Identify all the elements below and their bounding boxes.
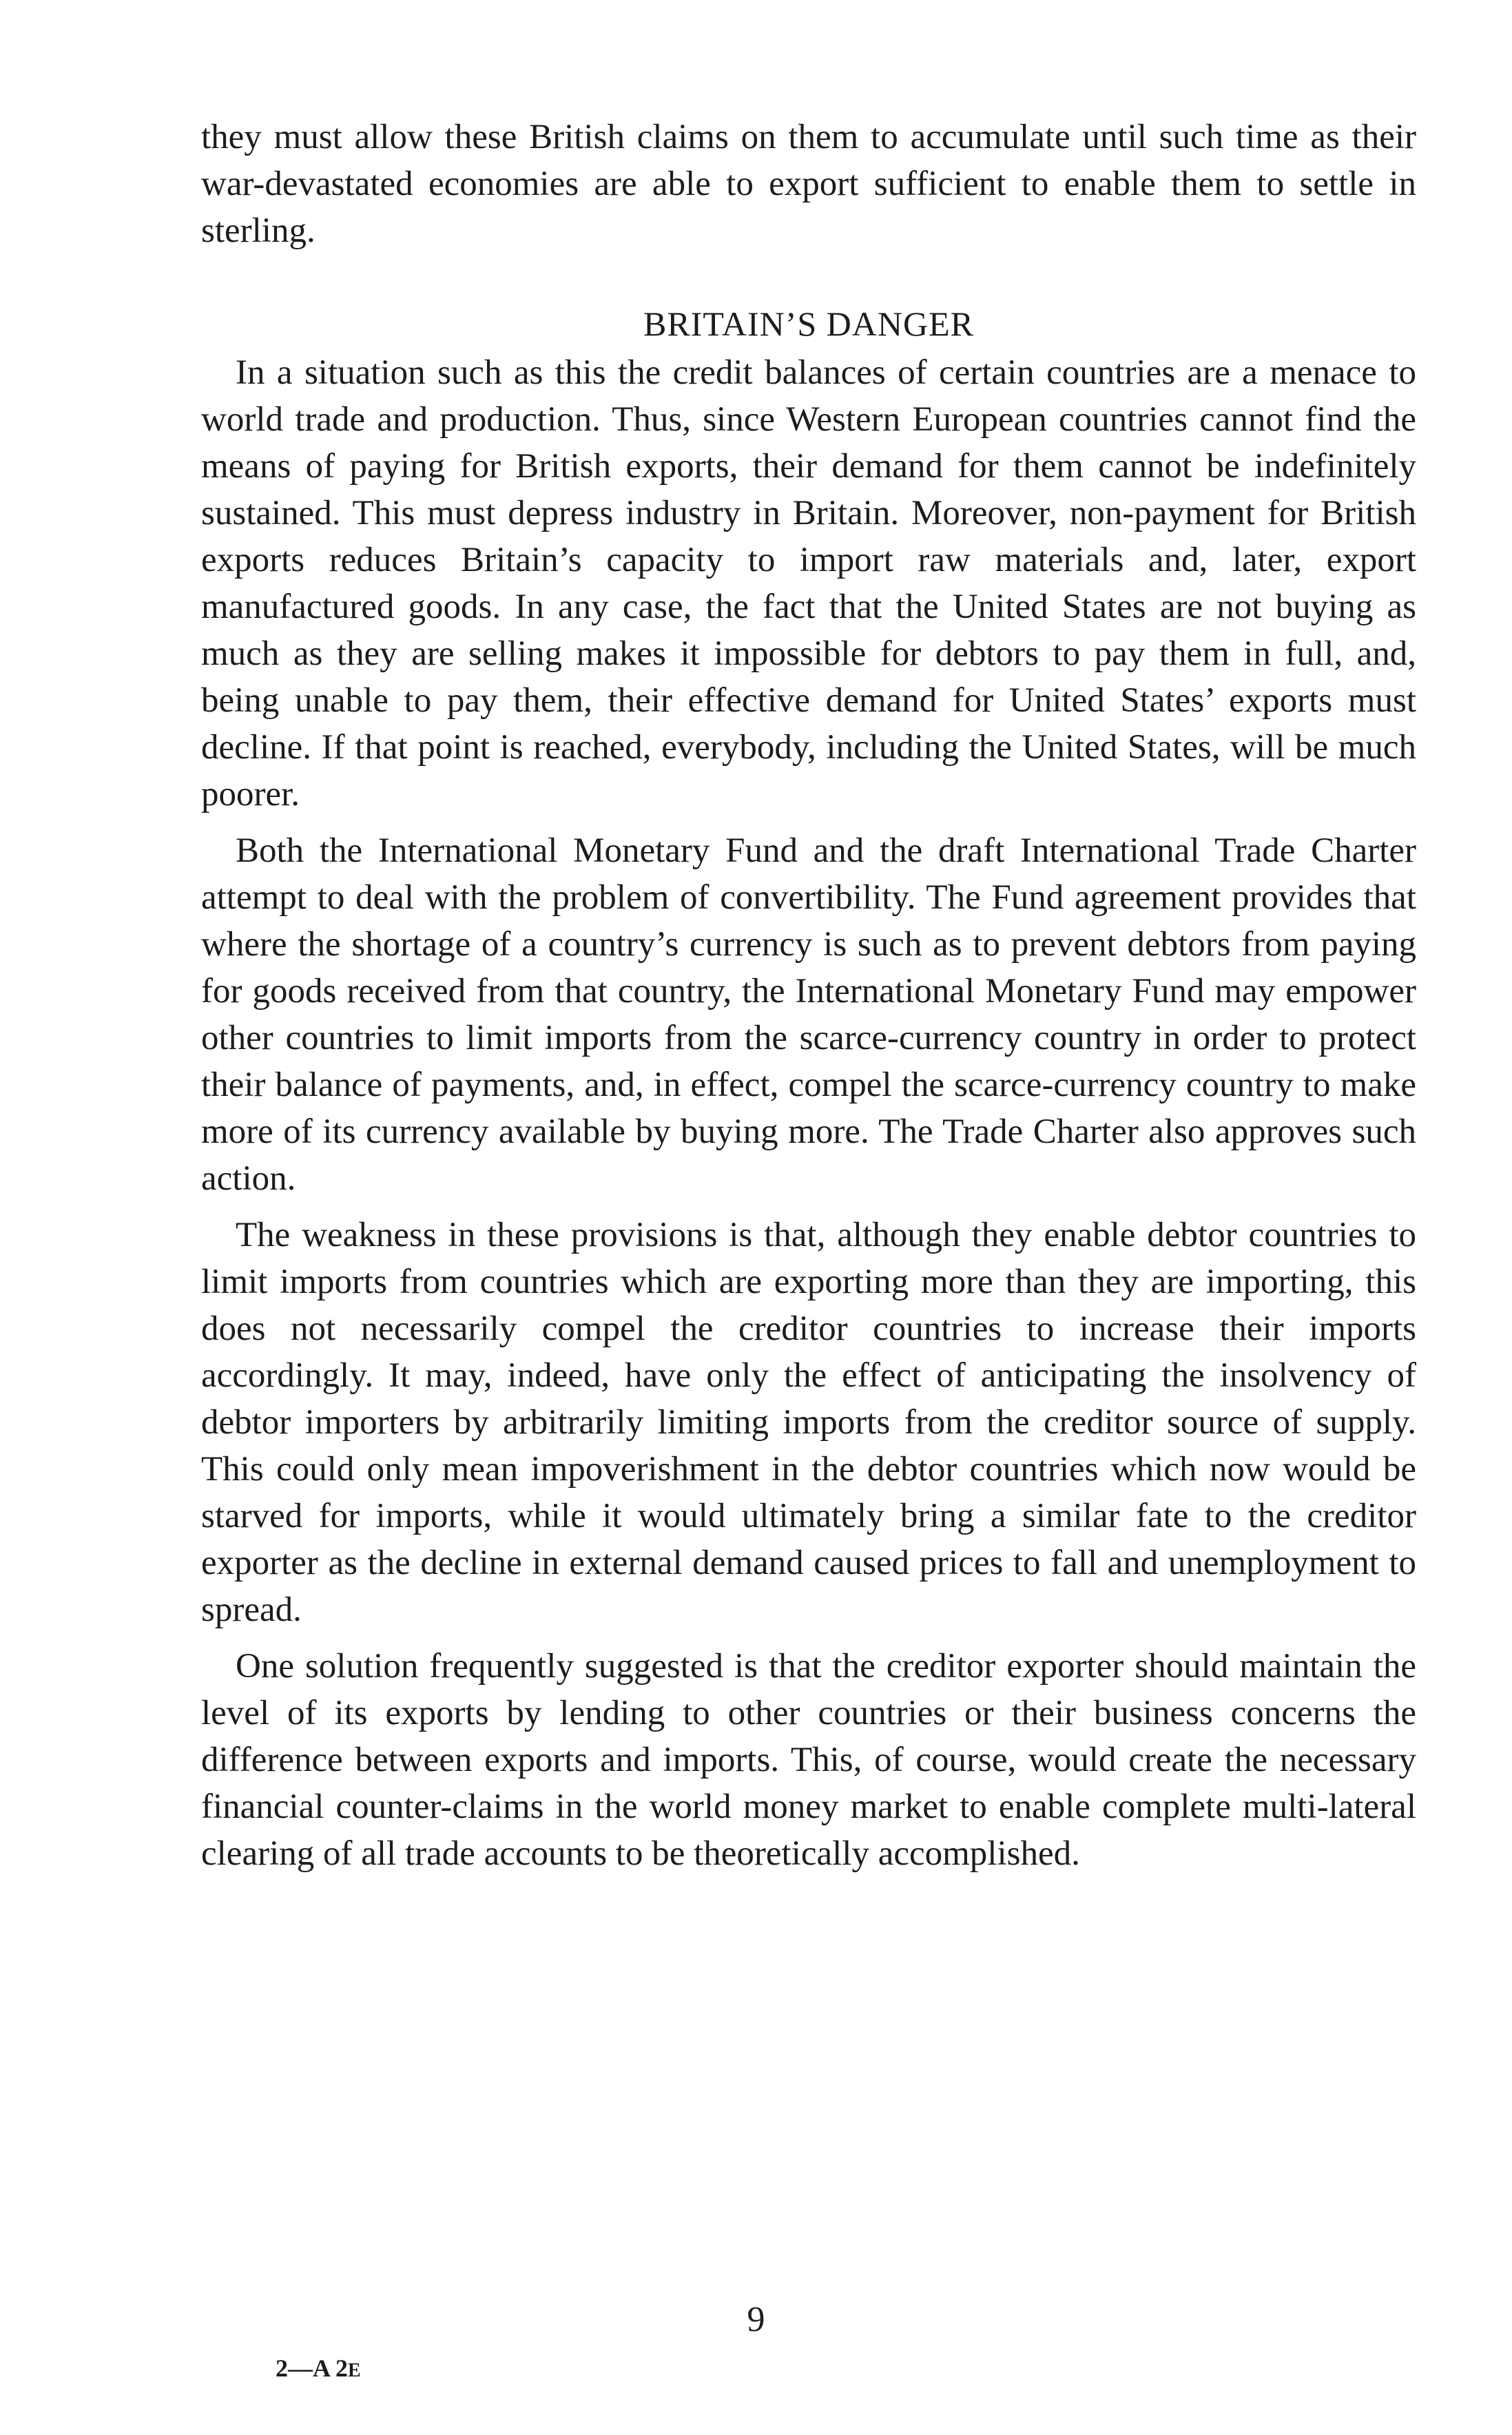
signature-small: E: [348, 2360, 361, 2381]
paragraph-imf-trade-charter: Both the International Monetary Fund and the draft International Trade Charter attempt to deal with the problem of convertibility. The Fund agreement provides that where the shortage of a country’s currency is such as to prevent debtors from paying for goods received from that country, the International Monetary Fund may empower other countries to limit imports from the scarce-currency country in order to protect their balance of payments, and, in effect, compel the scarce-currency country to make more of its currency available by buying more. The Trade Charter also approves such action.: [201, 831, 1416, 1198]
paragraph-britains-danger: In a situation such as this the credit balances of certain countries are a menace to world trade and production. Thus, since Western European countries cannot find the means of paying for British exports, their demand for them cannot be indefinitely sustained. This must depress industry in Britain. Moreover, non-payment for British exports reduces Britain’s capacity to import raw materials and, later, export manufactured goods. In any case, the fact that the United States are not buying as much as they are selling makes it impossible for debtors to pay them in full, and, being unable to pay them, their effective demand for United States’ exports must decline. If that point is reached, everybody, including the United States, will be much poorer.: [201, 353, 1416, 814]
page-body: [201, 114, 1416, 1877]
paragraph-weakness: The weakness in these provisions is that, although they enable debtor countries to limit imports from countries which are exporting more than they are importing, this does not necessarily compel the creditor countries to increase their imports accordingly. It may, indeed, have only the effect of anticipating the insolvency of debtor importers by arbitrarily limiting imports from the creditor source of supply. This could only mean impoverishment in the debtor countries which now would be starved for imports, while it would ultimately bring a similar fate to the creditor exporter as the decline in external demand caused prices to fall and unemployment to spread.: [201, 1216, 1416, 1629]
section-heading: BRITAIN’S DANGER: [643, 304, 975, 343]
continued-paragraph: they must allow these British claims on them to accumulate until such time as their war-devastated economies are able to export sufficient to enable them to settle in sterling.: [201, 118, 1416, 250]
page-number: 9: [747, 2300, 765, 2339]
signature-main: 2—A 2: [276, 2354, 349, 2382]
printer-signature: [276, 2354, 361, 2385]
paragraph-solution: One solution frequently suggested is that the creditor exporter should maintain the level of its exports by lending to other countries or their business concerns the difference between exports and imports. This, of course, would create the necessary financial counter-claims in the world money market to enable complete multi-lateral clearing of all trade accounts to be theoretically accomplished.: [201, 1647, 1416, 1873]
